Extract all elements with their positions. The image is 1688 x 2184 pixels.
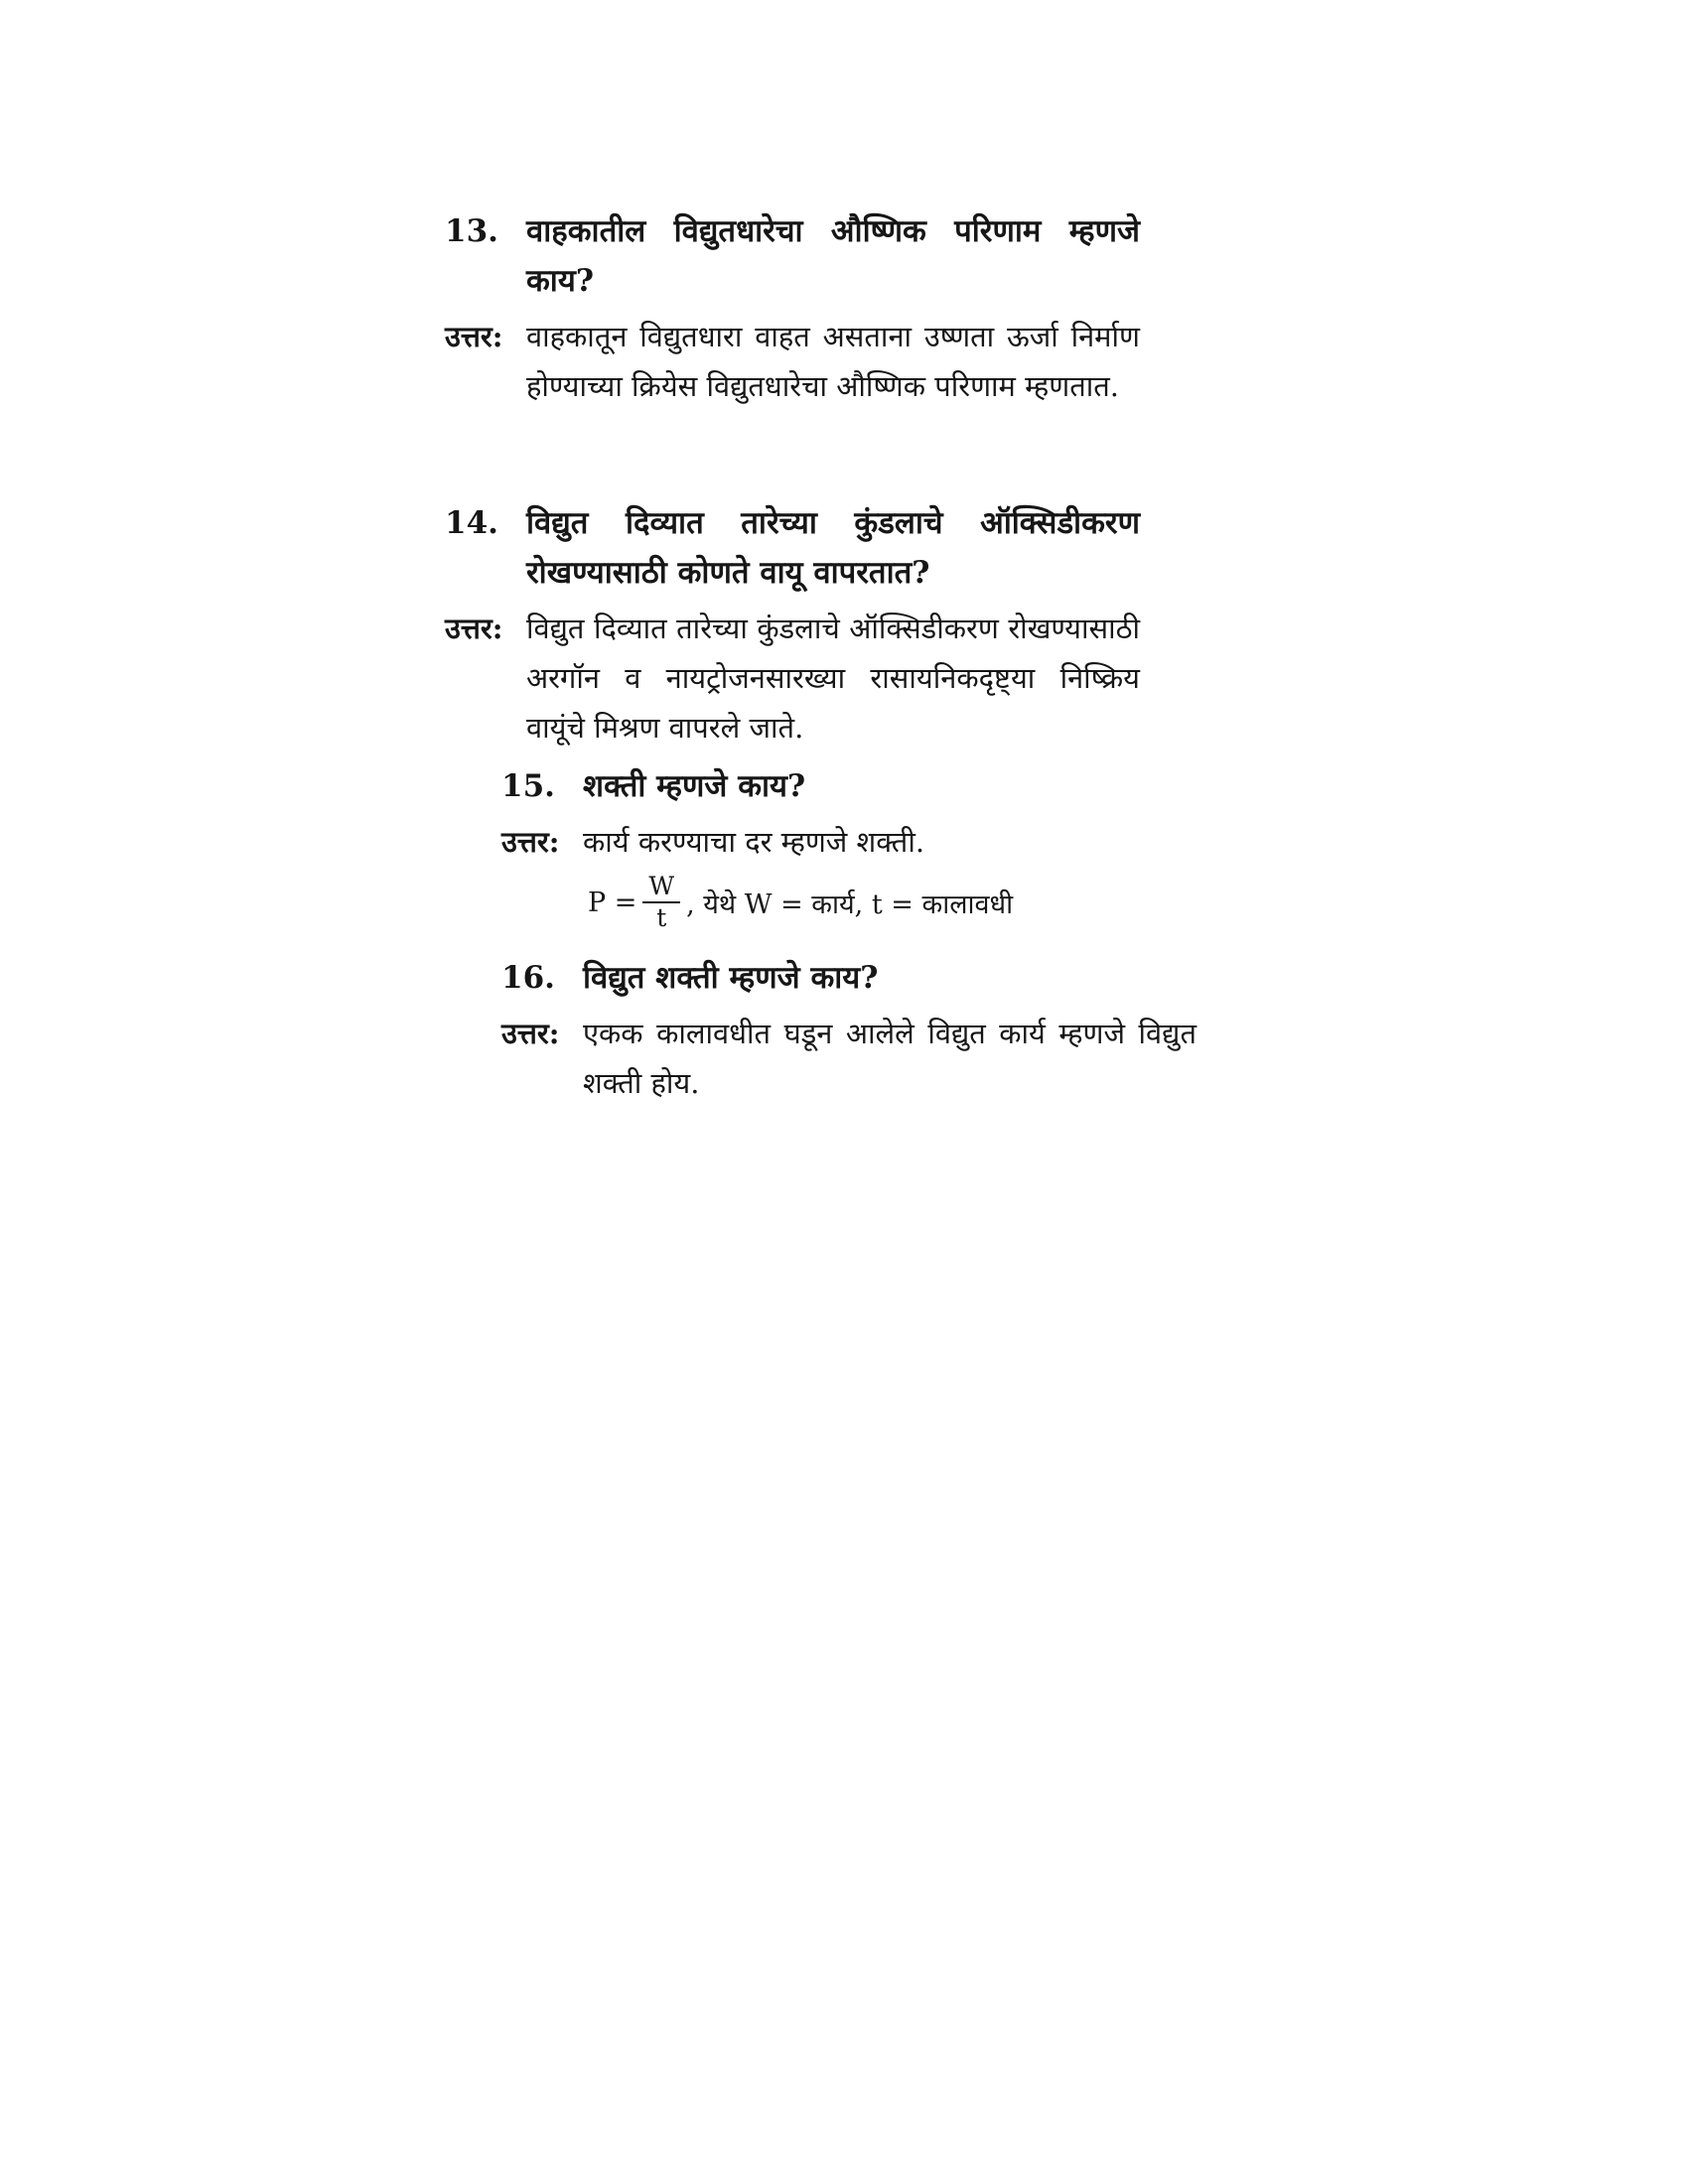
question-row (445, 498, 1140, 598)
question-text: विद्युत शक्ती म्हणजे काय? (583, 960, 879, 996)
answer-label: उत्तर: (501, 825, 560, 859)
question-number: 13. (445, 213, 498, 249)
question-number: 15. (501, 768, 555, 804)
answer-label: उत्तर: (445, 320, 503, 353)
formula-denominator: t (656, 903, 667, 932)
qa-block-16 (501, 953, 1196, 1108)
question-number: 16. (501, 960, 555, 996)
question-row (445, 206, 1140, 306)
formula-numerator: W (642, 872, 680, 903)
formula-lhs: P = (588, 887, 637, 918)
qa-block-13 (445, 206, 1140, 411)
question-number: 14. (445, 505, 498, 541)
answer-row (501, 817, 1196, 867)
qa-block-15 (501, 761, 1196, 867)
answer-label: उत्तर: (445, 612, 503, 645)
answer-text: एकक कालावधीत घडून आलेले विद्युत कार्य म्हणजे विद्युत शक्ती होय. (583, 1017, 1196, 1100)
question-row (501, 761, 1196, 811)
qa-block-14 (445, 498, 1140, 752)
answer-row (501, 1009, 1196, 1108)
formula-fraction (642, 872, 680, 933)
answer-text: कार्य करण्याचा दर म्हणजे शक्ती. (583, 825, 925, 859)
answer-row (445, 604, 1140, 752)
question-text: शक्ती म्हणजे काय? (583, 768, 806, 804)
answer-text: वाहकातून विद्युतधारा वाहत असताना उष्णता ऊर्जा निर्माण होण्याच्या क्रियेस विद्युतधारेचा औष्णिक परिणाम म्हणतात. (526, 320, 1140, 403)
question-row (501, 953, 1196, 1003)
formula-rest: , येथे W = कार्य, t = कालावधी (686, 888, 1014, 920)
power-formula (588, 872, 1013, 933)
answer-label: उत्तर: (501, 1017, 560, 1050)
answer-text: विद्युत दिव्यात तारेच्या कुंडलाचे ऑक्सिडीकरण रोखण्यासाठी अरगॉन व नायट्रोजनसारख्या रासायनिकदृष्ट्या निष्क्रिय वायूंचे मिश्रण वापरले जाते. (526, 612, 1140, 745)
answer-row (445, 312, 1140, 411)
question-text: वाहकातील विद्युतधारेचा औष्णिक परिणाम म्हणजे काय? (526, 213, 1140, 299)
question-text: विद्युत दिव्यात तारेच्या कुंडलाचे ऑक्सिडीकरण रोखण्यासाठी कोणते वायू वापरतात? (526, 505, 1140, 591)
